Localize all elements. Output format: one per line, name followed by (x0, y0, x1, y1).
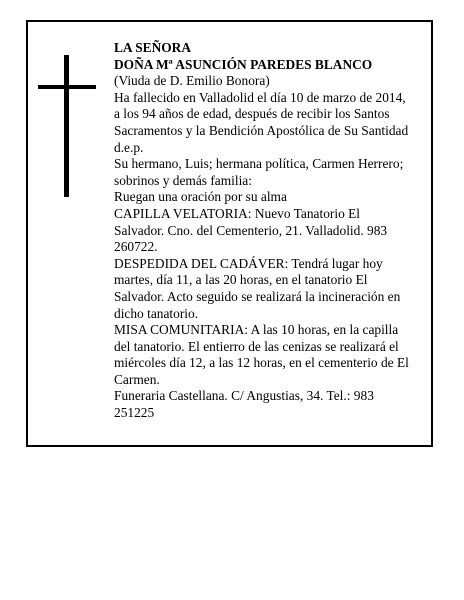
notice-line-funeral-home-2: 251225 (114, 405, 155, 421)
notice-line-farewell-1: DESPEDIDA DEL CADÁVER: Tendrá lugar hoy (114, 255, 383, 271)
notice-line-farewell-3: Salvador. Acto seguido se realizará la incineración en (114, 288, 401, 304)
notice-line-chapel-1: CAPILLA VELATORIA: Nuevo Tanatorio El (114, 205, 361, 221)
notice-title: LA SEÑORA (114, 40, 192, 55)
notice-text (114, 40, 420, 422)
cross-horizontal-bar (38, 85, 96, 89)
cross-vertical-bar (64, 55, 69, 197)
notice-line-family-1: Su hermano, Luis; hermana política, Carmen Herrero; (114, 156, 404, 172)
notice-line-funeral-home-1: Funeraria Castellana. C/ Angustias, 34. Tel.: 983 (114, 388, 374, 404)
notice-line-chapel-3: 260722. (114, 239, 158, 255)
notice-line-chapel-2: Salvador. Cno. del Cementerio, 21. Valladolid. 983 (114, 222, 388, 238)
notice-line-mass-2: del tanatorio. El entierro de las cenizas se realizará el (114, 338, 399, 354)
notice-line-death-1: Ha fallecido en Valladolid el día 10 de marzo de 2014, (114, 89, 406, 105)
notice-line-farewell-4: dicho tanatorio. (114, 305, 199, 321)
notice-line-widow: (Viuda de D. Emilio Bonora) (114, 73, 270, 89)
notice-line-prayer: Ruegan una oración por su alma (114, 189, 287, 205)
deceased-name: DOÑA Mª ASUNCIÓN PAREDES BLANCO (114, 56, 373, 72)
notice-line-dep: d.e.p. (114, 139, 144, 155)
notice-line-farewell-2: martes, día 11, a las 20 horas, en el tanatorio El (114, 272, 368, 288)
notice-line-mass-1: MISA COMUNITARIA: A las 10 horas, en la capilla (114, 322, 399, 338)
notice-line-death-3: Sacramentos y la Bendición Apostólica de Su Santidad (114, 122, 409, 138)
notice-line-family-2: sobrinos y demás familia: (114, 172, 252, 188)
notice-line-mass-4: Carmen. (114, 371, 160, 387)
notice-line-death-2: a los 94 años de edad, después de recibir los Santos (114, 106, 390, 122)
notice-line-mass-3: miércoles día 12, a las 12 horas, en el cementerio de El (114, 355, 409, 371)
